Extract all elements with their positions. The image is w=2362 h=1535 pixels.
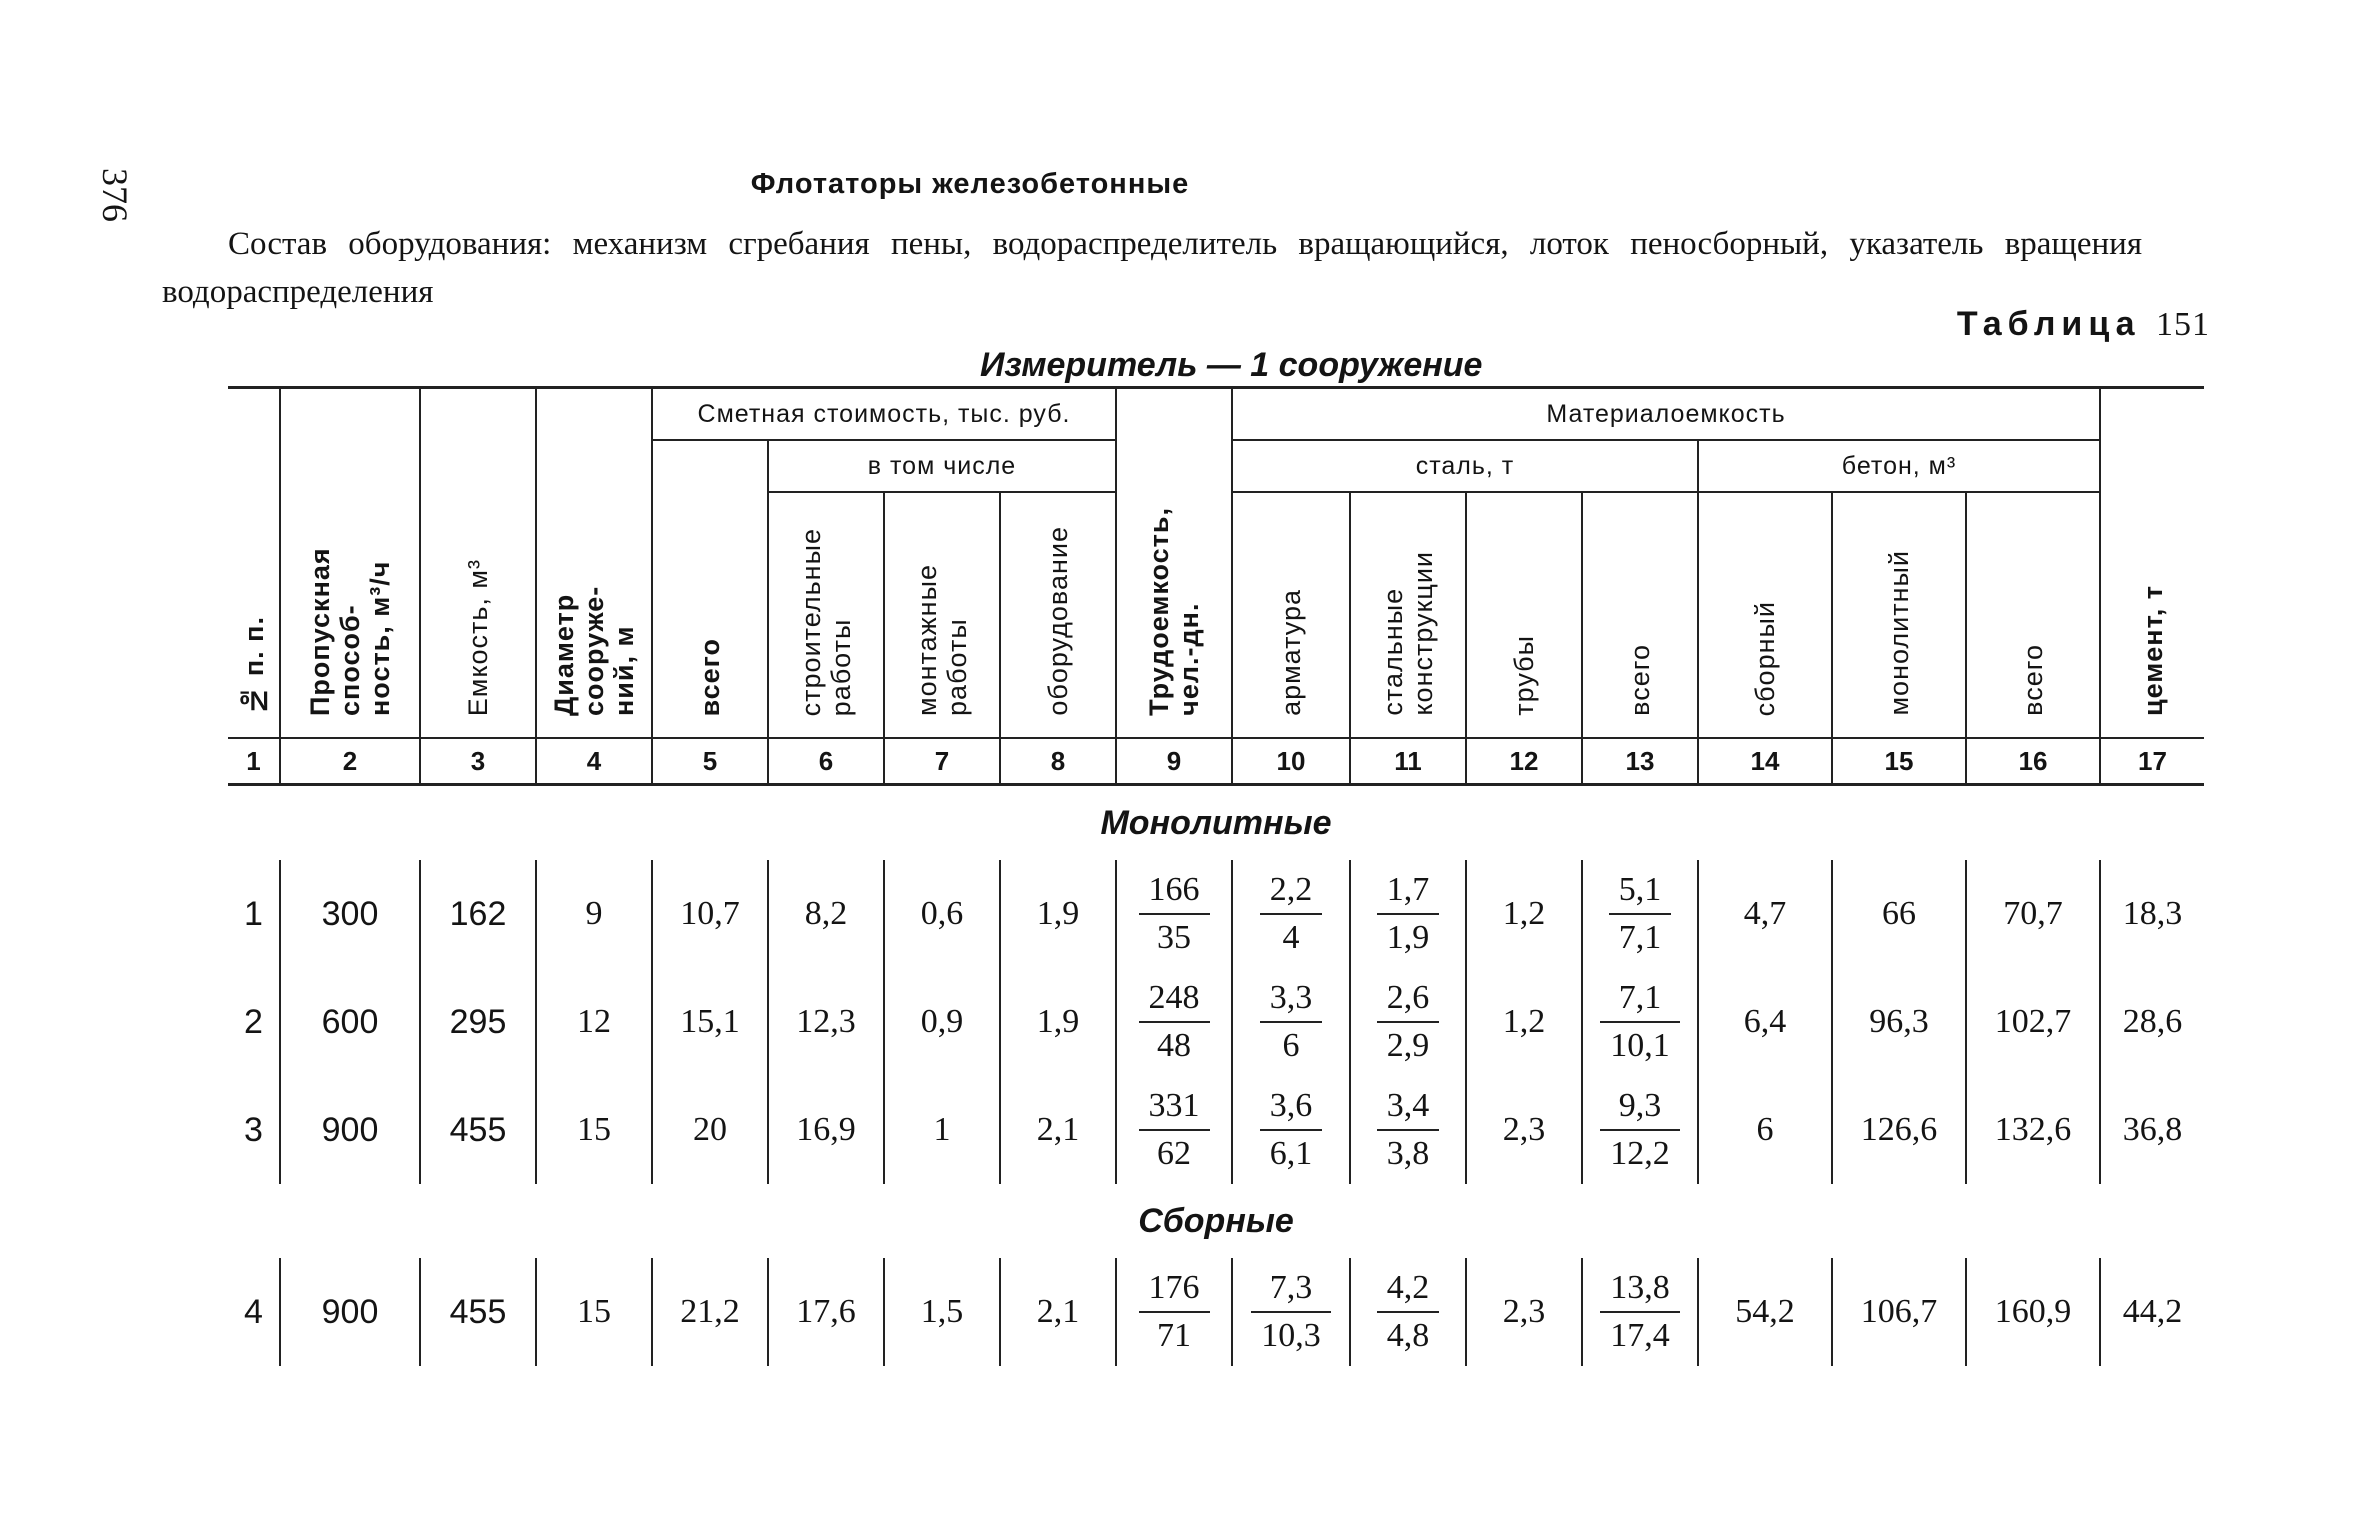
fraction-denominator: 71 bbox=[1157, 1317, 1191, 1354]
column-number: 10 bbox=[1232, 738, 1350, 785]
fraction-value bbox=[1377, 1265, 1440, 1359]
fraction-value bbox=[1260, 1083, 1323, 1177]
header-steel-structures: стальные конструкции bbox=[1350, 492, 1466, 738]
cell-volume: 455 bbox=[420, 1076, 536, 1184]
cell-labor bbox=[1116, 860, 1232, 968]
cell-steel-total bbox=[1582, 1076, 1698, 1184]
column-number: 12 bbox=[1466, 738, 1582, 785]
cell-construction: 17,6 bbox=[768, 1258, 884, 1366]
header-capacity: Пропускная способ- ность, м³/ч bbox=[280, 388, 420, 739]
cell-installation: 1 bbox=[884, 1076, 1000, 1184]
cell-monolithic: 106,7 bbox=[1832, 1258, 1966, 1366]
cell-monolithic: 96,3 bbox=[1832, 968, 1966, 1076]
fraction-value bbox=[1260, 867, 1323, 961]
data-table bbox=[228, 386, 2204, 1366]
table-row bbox=[228, 1258, 2204, 1366]
cell-installation: 0,9 bbox=[884, 968, 1000, 1076]
table-body bbox=[228, 738, 2204, 1366]
fraction-value bbox=[1139, 975, 1210, 1069]
fraction-numerator: 1,7 bbox=[1377, 867, 1440, 915]
cell-no: 1 bbox=[244, 894, 263, 933]
fraction-denominator: 7,1 bbox=[1618, 919, 1662, 956]
fraction-value bbox=[1139, 1265, 1210, 1359]
fraction-numerator: 331 bbox=[1139, 1083, 1210, 1131]
column-number: 1 bbox=[228, 738, 280, 785]
section-header-row bbox=[228, 1184, 2204, 1258]
cell-steel-structures bbox=[1350, 1076, 1466, 1184]
cell-precast: 6 bbox=[1698, 1076, 1832, 1184]
header-concrete-total: всего bbox=[1966, 492, 2100, 738]
column-number: 9 bbox=[1116, 738, 1232, 785]
header-diameter: Диаметр сооруже- ний, м bbox=[536, 388, 652, 739]
header-cement: цемент, т bbox=[2100, 388, 2204, 739]
fraction-denominator: 2,9 bbox=[1386, 1027, 1430, 1064]
cell-diameter: 12 bbox=[536, 968, 652, 1076]
cell-equipment: 1,9 bbox=[1000, 968, 1116, 1076]
table-label-text: Таблица bbox=[1956, 305, 2141, 343]
cell-concrete-total: 132,6 bbox=[1966, 1076, 2100, 1184]
header-material-intensity: Материалоемкость bbox=[1232, 388, 2100, 441]
column-number: 15 bbox=[1832, 738, 1966, 785]
cell-diameter: 15 bbox=[536, 1076, 652, 1184]
fraction-value bbox=[1139, 1083, 1210, 1177]
cell-steel-structures bbox=[1350, 1258, 1466, 1366]
column-number: 14 bbox=[1698, 738, 1832, 785]
header-precast: сборный bbox=[1698, 492, 1832, 738]
fraction-value bbox=[1251, 1265, 1331, 1359]
cell-no: 3 bbox=[244, 1110, 263, 1149]
cell-monolithic: 66 bbox=[1832, 860, 1966, 968]
cell-pipes: 2,3 bbox=[1466, 1258, 1582, 1366]
page-number: 376 bbox=[95, 168, 135, 222]
cell-total: 15,1 bbox=[652, 968, 768, 1076]
fraction-value bbox=[1600, 1083, 1680, 1177]
cell-concrete-total: 160,9 bbox=[1966, 1258, 2100, 1366]
fraction-denominator: 10,3 bbox=[1261, 1317, 1321, 1354]
cell-cement: 44,2 bbox=[2100, 1258, 2204, 1366]
cell-construction: 8,2 bbox=[768, 860, 884, 968]
cell-total: 10,7 bbox=[652, 860, 768, 968]
cell-pipes: 1,2 bbox=[1466, 968, 1582, 1076]
cell-pipes: 2,3 bbox=[1466, 1076, 1582, 1184]
header-concrete: бетон, м³ bbox=[1698, 440, 2100, 492]
header-installation: монтажные работы bbox=[884, 492, 1000, 738]
column-number: 7 bbox=[884, 738, 1000, 785]
header-rebar: арматура bbox=[1232, 492, 1350, 738]
cell-pipes: 1,2 bbox=[1466, 860, 1582, 968]
cell-total: 20 bbox=[652, 1076, 768, 1184]
column-number-row bbox=[228, 738, 2204, 785]
header-estimated-cost: Сметная стоимость, тыс. руб. bbox=[652, 388, 1116, 441]
cell-diameter: 15 bbox=[536, 1258, 652, 1366]
cell-rebar bbox=[1232, 860, 1350, 968]
cell-capacity: 300 bbox=[280, 860, 420, 968]
fraction-denominator: 4 bbox=[1282, 919, 1300, 956]
fraction-value bbox=[1260, 975, 1323, 1069]
fraction-numerator: 9,3 bbox=[1600, 1083, 1680, 1131]
fraction-numerator: 3,6 bbox=[1260, 1083, 1323, 1131]
fraction-numerator: 4,2 bbox=[1377, 1265, 1440, 1313]
cell-no: 4 bbox=[244, 1292, 263, 1331]
header-volume: Емкость, м³ bbox=[420, 388, 536, 739]
header-total-cost: всего bbox=[652, 440, 768, 738]
cell-cement: 28,6 bbox=[2100, 968, 2204, 1076]
cell-steel-structures bbox=[1350, 860, 1466, 968]
header-pipes: трубы bbox=[1466, 492, 1582, 738]
cell-cement: 36,8 bbox=[2100, 1076, 2204, 1184]
cell-volume: 295 bbox=[420, 968, 536, 1076]
cell-steel-total bbox=[1582, 968, 1698, 1076]
fraction-denominator: 3,8 bbox=[1386, 1135, 1430, 1172]
fraction-denominator: 6 bbox=[1282, 1027, 1300, 1064]
fraction-value bbox=[1600, 975, 1680, 1069]
fraction-denominator: 62 bbox=[1157, 1135, 1191, 1172]
fraction-numerator: 2,6 bbox=[1377, 975, 1440, 1023]
cell-construction: 12,3 bbox=[768, 968, 884, 1076]
column-number: 8 bbox=[1000, 738, 1116, 785]
cell-steel-total bbox=[1582, 860, 1698, 968]
header-including: в том числе bbox=[768, 440, 1116, 492]
fraction-numerator: 176 bbox=[1139, 1265, 1210, 1313]
column-number: 3 bbox=[420, 738, 536, 785]
header-monolithic: монолитный bbox=[1832, 492, 1966, 738]
fraction-denominator: 17,4 bbox=[1610, 1317, 1670, 1354]
cell-rebar bbox=[1232, 1258, 1350, 1366]
column-number: 16 bbox=[1966, 738, 2100, 785]
fraction-denominator: 4,8 bbox=[1386, 1317, 1430, 1354]
header-steel-total: всего bbox=[1582, 492, 1698, 738]
fraction-value bbox=[1377, 1083, 1440, 1177]
cell-capacity: 900 bbox=[280, 1258, 420, 1366]
section-title: Сборные bbox=[1138, 1201, 1294, 1240]
fraction-denominator: 35 bbox=[1157, 919, 1191, 956]
fraction-numerator: 248 bbox=[1139, 975, 1210, 1023]
cell-precast: 4,7 bbox=[1698, 860, 1832, 968]
table-label bbox=[1957, 305, 2210, 344]
cell-equipment: 1,9 bbox=[1000, 860, 1116, 968]
cell-steel-structures bbox=[1350, 968, 1466, 1076]
cell-equipment: 2,1 bbox=[1000, 1258, 1116, 1366]
cell-labor bbox=[1116, 1076, 1232, 1184]
fraction-denominator: 12,2 bbox=[1610, 1135, 1670, 1172]
header-labor: Трудоемкость, чел.-дн. bbox=[1116, 388, 1232, 739]
column-number: 4 bbox=[536, 738, 652, 785]
column-number: 13 bbox=[1582, 738, 1698, 785]
cell-concrete-total: 70,7 bbox=[1966, 860, 2100, 968]
cell-precast: 6,4 bbox=[1698, 968, 1832, 1076]
column-number: 17 bbox=[2100, 738, 2204, 785]
section-title: Монолитные bbox=[1100, 803, 1332, 842]
cell-construction: 16,9 bbox=[768, 1076, 884, 1184]
document-title: Флотаторы железобетонные bbox=[750, 168, 1190, 200]
column-number: 6 bbox=[768, 738, 884, 785]
fraction-numerator: 5,1 bbox=[1609, 867, 1672, 915]
header-construction: строительные работы bbox=[768, 492, 884, 738]
fraction-value bbox=[1600, 1265, 1680, 1359]
cell-capacity: 600 bbox=[280, 968, 420, 1076]
fraction-numerator: 166 bbox=[1139, 867, 1210, 915]
fraction-denominator: 48 bbox=[1157, 1027, 1191, 1064]
section-header-row bbox=[228, 785, 2204, 861]
measurer: Измеритель — 1 сооружение bbox=[980, 346, 1483, 384]
fraction-denominator: 10,1 bbox=[1610, 1027, 1670, 1064]
cell-installation: 1,5 bbox=[884, 1258, 1000, 1366]
header-equipment: оборудование bbox=[1000, 492, 1116, 738]
fraction-denominator: 1,9 bbox=[1386, 919, 1430, 956]
table-row bbox=[228, 1076, 2204, 1184]
cell-precast: 54,2 bbox=[1698, 1258, 1832, 1366]
header-steel: сталь, т bbox=[1232, 440, 1698, 492]
cell-equipment: 2,1 bbox=[1000, 1076, 1116, 1184]
cell-monolithic: 126,6 bbox=[1832, 1076, 1966, 1184]
fraction-numerator: 13,8 bbox=[1600, 1265, 1680, 1313]
fraction-value bbox=[1377, 867, 1440, 961]
table-number: 151 bbox=[2156, 306, 2210, 343]
cell-diameter: 9 bbox=[536, 860, 652, 968]
table-row bbox=[228, 860, 2204, 968]
cell-volume: 455 bbox=[420, 1258, 536, 1366]
cell-labor bbox=[1116, 968, 1232, 1076]
cell-no: 2 bbox=[244, 1002, 263, 1041]
cell-cement: 18,3 bbox=[2100, 860, 2204, 968]
fraction-value bbox=[1377, 975, 1440, 1069]
fraction-denominator: 6,1 bbox=[1269, 1135, 1313, 1172]
column-number: 2 bbox=[280, 738, 420, 785]
cell-total: 21,2 bbox=[652, 1258, 768, 1366]
cell-rebar bbox=[1232, 1076, 1350, 1184]
fraction-value bbox=[1609, 867, 1672, 961]
cell-installation: 0,6 bbox=[884, 860, 1000, 968]
column-number: 11 bbox=[1350, 738, 1466, 785]
fraction-numerator: 7,3 bbox=[1251, 1265, 1331, 1313]
fraction-numerator: 3,4 bbox=[1377, 1083, 1440, 1131]
cell-labor bbox=[1116, 1258, 1232, 1366]
fraction-value bbox=[1139, 867, 1210, 961]
header-no: № п. п. bbox=[228, 388, 280, 739]
fraction-numerator: 2,2 bbox=[1260, 867, 1323, 915]
fraction-numerator: 3,3 bbox=[1260, 975, 1323, 1023]
cell-rebar bbox=[1232, 968, 1350, 1076]
column-number: 5 bbox=[652, 738, 768, 785]
cell-capacity: 900 bbox=[280, 1076, 420, 1184]
equipment-composition: Состав оборудования: механизм сгребания пены, водораспределитель вращающийся, лоток пеносборный, указатель вращения водораспределения bbox=[162, 226, 2142, 310]
cell-volume: 162 bbox=[420, 860, 536, 968]
cell-steel-total bbox=[1582, 1258, 1698, 1366]
table-row bbox=[228, 968, 2204, 1076]
cell-concrete-total: 102,7 bbox=[1966, 968, 2100, 1076]
fraction-numerator: 7,1 bbox=[1600, 975, 1680, 1023]
